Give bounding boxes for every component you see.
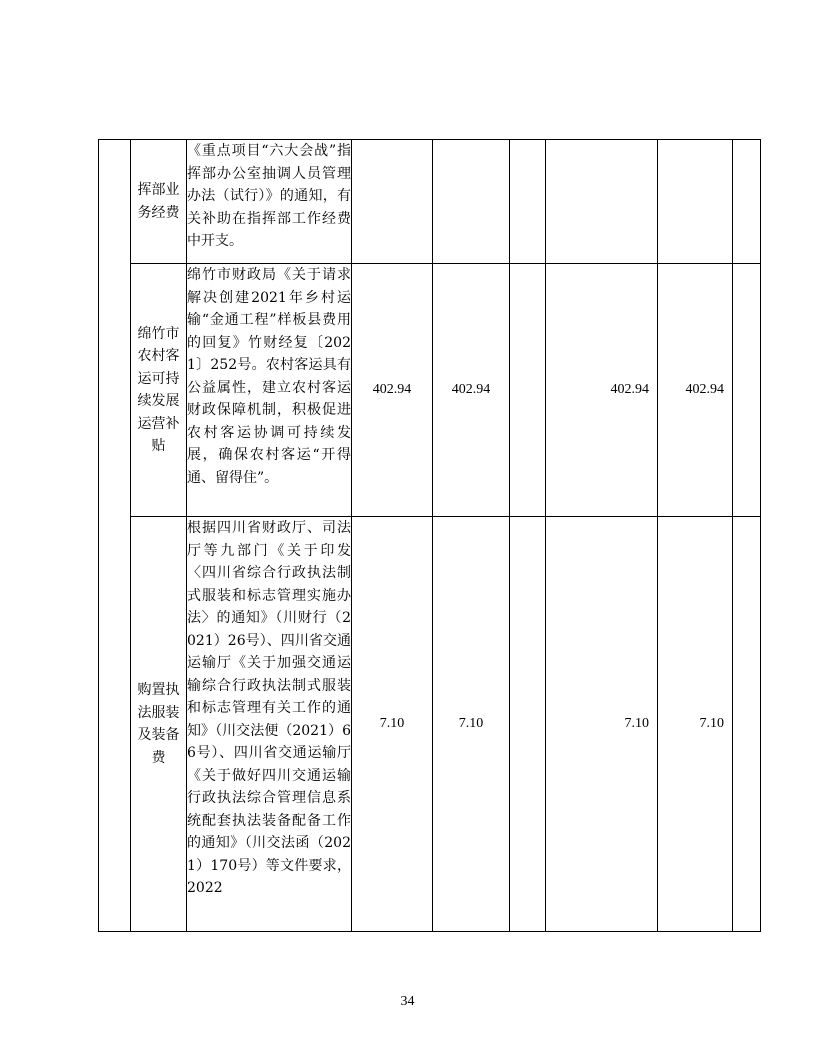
amount-cell: 402.94 bbox=[658, 264, 733, 517]
item-description-cell: 绵竹市财政局《关于请求解决创建2021年乡村运输“金通工程”样板县费用的回复》竹财经复〔2021〕252号。农村客运具有公益属性，建立农村客运财政保障机制，积极促进农村客运协调可持续发展，确保农村客运“开得通、留得住”。 bbox=[187, 264, 352, 517]
amount-cell bbox=[510, 140, 546, 264]
amount-cell: 402.94 bbox=[352, 264, 433, 517]
page-number: 34 bbox=[400, 994, 415, 1009]
item-description-cell: 《重点项目“六大会战”指挥部办公室抽调人员管理办法（试行）》的通知，有关补助在指挥部工作经费中开支。 bbox=[187, 140, 352, 264]
amount-cell: 7.10 bbox=[352, 517, 433, 932]
item-name-cell: 挥部业务经费 bbox=[131, 140, 187, 264]
amount-cell bbox=[352, 140, 433, 264]
item-description-cell: 根据四川省财政厅、司法厅等九部门《关于印发〈四川省综合行政执法制式服装和标志管理实施办法〉的通知》（川财行（2021）26号）、四川省交通运输厅《关于加强交通运输综合行政执法制式服装和标志管理有关工作的通知》（川交法便（2021）66号）、四川省交通运输厅《关于做好四川交通运输行政执法综合管理信息系统配套执法装备配备工作的通知》（川交法函（2021）170号）等文件要求，2022 bbox=[187, 517, 352, 932]
amount-cell bbox=[433, 140, 510, 264]
table-row bbox=[99, 140, 761, 264]
amount-cell bbox=[510, 517, 546, 932]
merged-category-cell bbox=[99, 140, 131, 932]
table-row bbox=[99, 264, 761, 517]
item-name-cell: 购置执法服装及装备费 bbox=[131, 517, 187, 932]
item-name-cell: 绵竹市农村客运可持续发展运营补贴 bbox=[131, 264, 187, 517]
table-row bbox=[99, 517, 761, 932]
empty-cell bbox=[733, 264, 761, 517]
amount-cell bbox=[546, 140, 658, 264]
amount-cell: 7.10 bbox=[658, 517, 733, 932]
amount-cell bbox=[658, 140, 733, 264]
budget-table bbox=[98, 139, 761, 932]
amount-cell bbox=[510, 264, 546, 517]
amount-cell: 7.10 bbox=[433, 517, 510, 932]
amount-cell: 402.94 bbox=[433, 264, 510, 517]
amount-cell: 7.10 bbox=[546, 517, 658, 932]
empty-cell bbox=[733, 140, 761, 264]
amount-cell: 402.94 bbox=[546, 264, 658, 517]
empty-cell bbox=[733, 517, 761, 932]
